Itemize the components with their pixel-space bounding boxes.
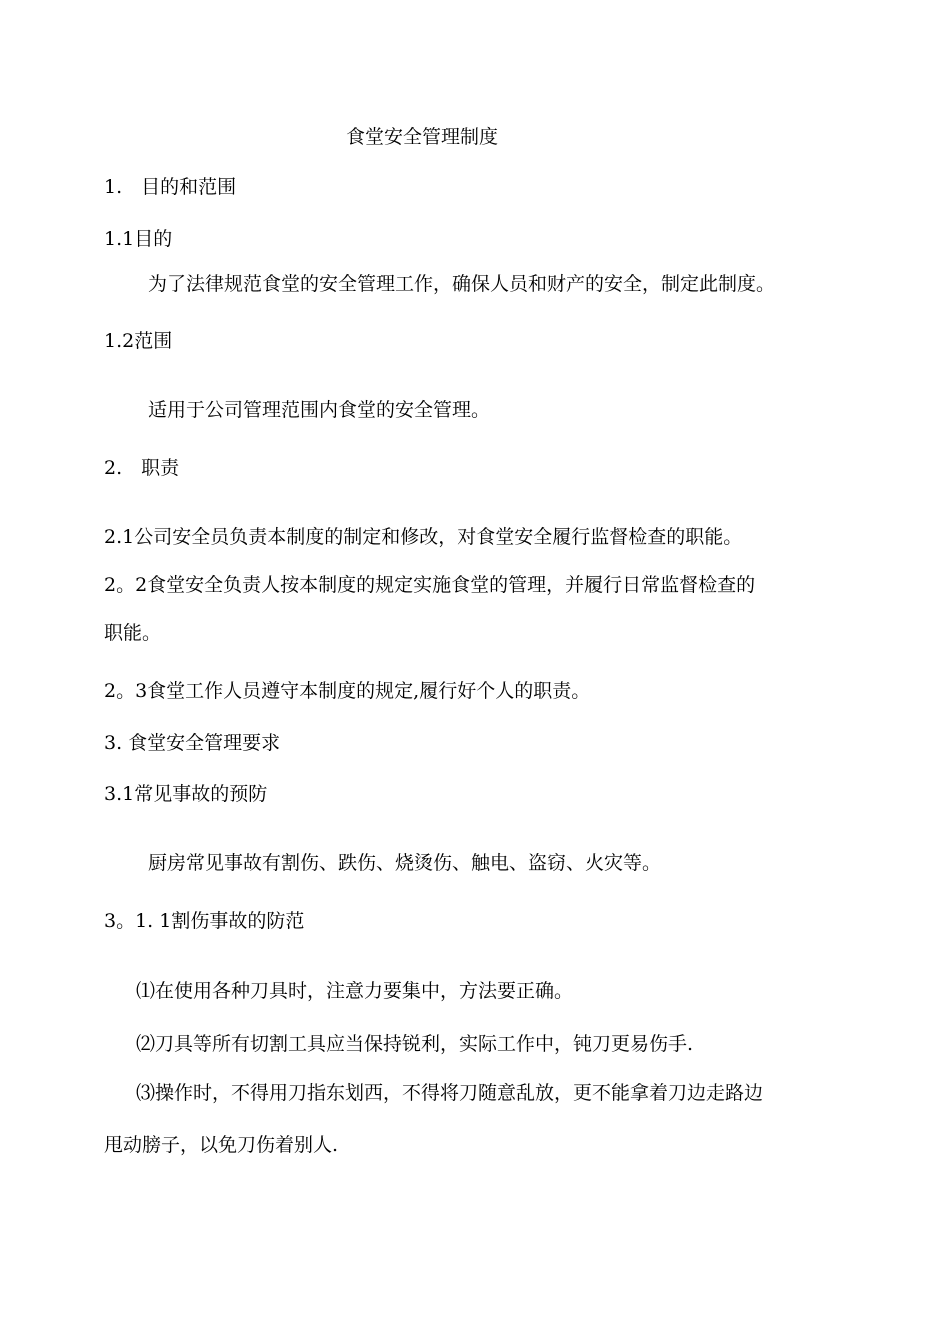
paragraph-scope: 适用于公司管理范围内食堂的安全管理。 [148,399,491,421]
paragraph-2-2-continued: 职能。 [104,622,162,644]
list-item-1: ⑴在使用各种刀具时，注意力要集中，方法要正确。 [136,980,574,1002]
list-item-2: ⑵刀具等所有切割工具应当保持锐利，实际工作中，钝刀更易伤手. [136,1033,694,1055]
subsection-heading-3-1-1: 3。1. 1割伤事故的防范 [104,910,305,932]
paragraph-common-accidents: 厨房常见事故有割伤、跌伤、烧烫伤、触电、盗窃、火灾等。 [148,852,662,874]
list-item-3-continued: 甩动膀子，以免刀伤着别人. [104,1134,339,1156]
section-heading-3: 3. 食堂安全管理要求 [104,732,281,754]
subsection-heading-1-2: 1.2范围 [104,330,173,352]
subsection-heading-3-1: 3.1常见事故的预防 [104,783,268,805]
section-heading-2: 2. 职责 [104,457,180,479]
paragraph-2-1: 2.1公司安全员负责本制度的制定和修改，对食堂安全履行监督检查的职能。 [104,526,743,548]
section-heading-1: 1. 目的和范围 [104,176,237,198]
paragraph-purpose: 为了法律规范食堂的安全管理工作，确保人员和财产的安全，制定此制度。 [148,273,776,295]
paragraph-2-3: 2。3食堂工作人员遵守本制度的规定,履行好个人的职责。 [104,680,591,702]
list-item-3: ⑶操作时，不得用刀指东划西，不得将刀随意乱放，更不能拿着刀边走路边 [136,1082,764,1104]
subsection-heading-1-1: 1.1目的 [104,228,173,250]
paragraph-2-2: 2。2食堂安全负责人按本制度的规定实施食堂的管理，并履行日常监督检查的 [104,574,756,596]
document-title: 食堂安全管理制度 [346,126,499,148]
